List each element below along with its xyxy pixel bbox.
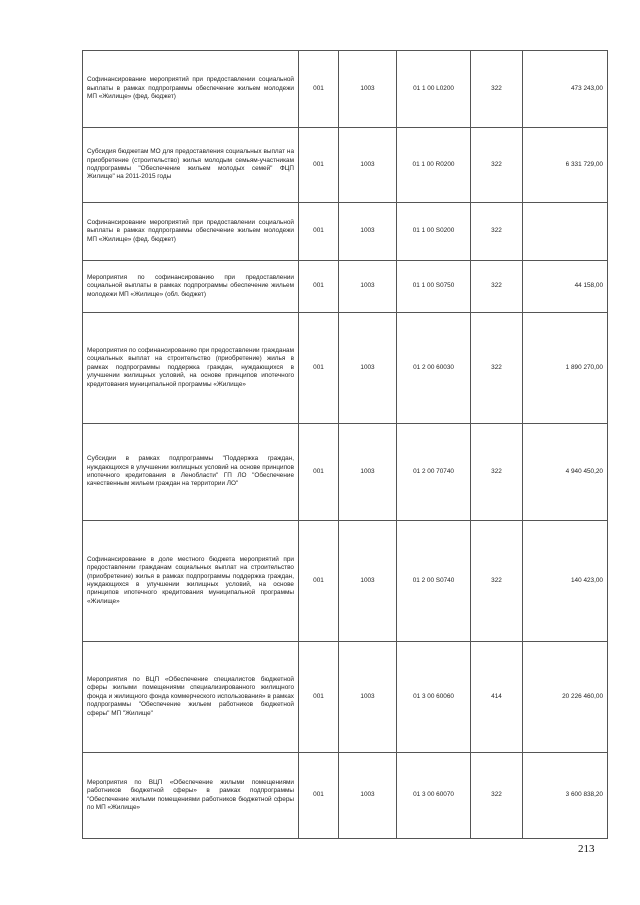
table-row [83, 521, 608, 642]
row-description: Мероприятия по ВЦП «Обеспечение специалистов бюджетной сферы жилыми помещениями специализированного жилищного фонда и жилищного фонда коммерческого использования» в рамках подпрограммы "Обеспечение жильем работников бюджетной сферы" МП "Жилище" [83, 642, 299, 753]
row-admin-code: 001 [299, 51, 339, 128]
row-description: Софинансирование мероприятий при предоставлении социальной выплаты в рамках подпрограммы обеспечение жильем молодежи МП «Жилище» (фед. бюджет) [83, 203, 299, 261]
row-target-code: 01 3 00 60070 [397, 753, 471, 839]
budget-table [82, 50, 608, 839]
row-amount [523, 203, 608, 261]
row-amount: 4 940 450,20 [523, 424, 608, 521]
row-section-code: 1003 [339, 128, 397, 203]
row-section-code: 1003 [339, 51, 397, 128]
row-amount: 473 243,00 [523, 51, 608, 128]
row-target-code: 01 3 00 60060 [397, 642, 471, 753]
row-expense-type: 322 [471, 203, 523, 261]
row-target-code: 01 2 00 S0740 [397, 521, 471, 642]
row-expense-type: 322 [471, 424, 523, 521]
row-description: Мероприятия по ВЦП «Обеспечение жилыми помещениями работников бюджетной сферы» в рамках подпрограммы "Обеспечение жилыми помещениями работников бюджетной сферы по МП «Жилище» [83, 753, 299, 839]
row-section-code: 1003 [339, 203, 397, 261]
row-expense-type: 322 [471, 128, 523, 203]
row-target-code: 01 2 00 60030 [397, 313, 471, 424]
row-amount: 3 600 838,20 [523, 753, 608, 839]
row-admin-code: 001 [299, 424, 339, 521]
row-description: Софинансирование мероприятий при предоставлении социальной выплаты в рамках подпрограммы обеспечение жильем молодежи МП «Жилище» (фед. бюджет) [83, 51, 299, 128]
row-section-code: 1003 [339, 261, 397, 313]
table-row [83, 313, 608, 424]
row-description: Мероприятия по софинансированию при предоставлении социальной выплаты в рамках подпрограммы обеспечение жильем молодежи МП «Жилище» (обл. бюджет) [83, 261, 299, 313]
row-admin-code: 001 [299, 128, 339, 203]
row-description: Мероприятия по софинансированию при предоставлении гражданам социальных выплат на строительство (приобретение) жилья в рамках подпрограммы поддержка граждан, нуждающихся в улучшении жилищных условий, на основе принципов ипотечного кредитования муниципальной программы «Жилище» [83, 313, 299, 424]
row-admin-code: 001 [299, 203, 339, 261]
row-section-code: 1003 [339, 313, 397, 424]
row-section-code: 1003 [339, 642, 397, 753]
row-section-code: 1003 [339, 521, 397, 642]
row-expense-type: 414 [471, 642, 523, 753]
row-target-code: 01 1 00 S0750 [397, 261, 471, 313]
table-row [83, 424, 608, 521]
row-description: Софинансирование в доле местного бюджета мероприятий при предоставлении гражданам социальных выплат на строительство (приобретение) жилья в рамках подпрограммы поддержка граждан, нуждающихся в улучшении жилищных условий, на основе принципов ипотечного кредитования муниципальной программы «Жилище» [83, 521, 299, 642]
row-amount: 20 226 460,00 [523, 642, 608, 753]
row-target-code: 01 1 00 R0200 [397, 128, 471, 203]
row-admin-code: 001 [299, 521, 339, 642]
row-expense-type: 322 [471, 261, 523, 313]
row-target-code: 01 1 00 S0200 [397, 203, 471, 261]
row-expense-type: 322 [471, 313, 523, 424]
table-row [83, 51, 608, 128]
row-expense-type: 322 [471, 753, 523, 839]
table-row [83, 261, 608, 313]
row-amount: 1 890 270,00 [523, 313, 608, 424]
row-section-code: 1003 [339, 753, 397, 839]
page-number: 213 [578, 843, 595, 855]
row-target-code: 01 2 00 70740 [397, 424, 471, 521]
row-target-code: 01 1 00 L0200 [397, 51, 471, 128]
table-row [83, 642, 608, 753]
row-admin-code: 001 [299, 642, 339, 753]
row-description: Субсидия бюджетам МО для предоставления социальных выплат на приобретение (строительство) жилья молодым семьям-участникам подпрограммы "Обеспечение жильем молодых семей" ФЦП Жилище" на 2011-2015 годы [83, 128, 299, 203]
row-expense-type: 322 [471, 521, 523, 642]
table-row [83, 753, 608, 839]
row-amount: 44 158,00 [523, 261, 608, 313]
row-amount: 140 423,00 [523, 521, 608, 642]
row-section-code: 1003 [339, 424, 397, 521]
table-row [83, 203, 608, 261]
table-row [83, 128, 608, 203]
row-amount: 6 331 729,00 [523, 128, 608, 203]
row-admin-code: 001 [299, 753, 339, 839]
row-expense-type: 322 [471, 51, 523, 128]
row-admin-code: 001 [299, 261, 339, 313]
row-description: Субсидии в рамках подпрограммы "Поддержка граждан, нуждающихся в улучшении жилищных условий на основе принципов ипотечного кредитования в Ленобласти" ГП ЛО "Обеспечение качественным жильем граждан на территории ЛО" [83, 424, 299, 521]
row-admin-code: 001 [299, 313, 339, 424]
